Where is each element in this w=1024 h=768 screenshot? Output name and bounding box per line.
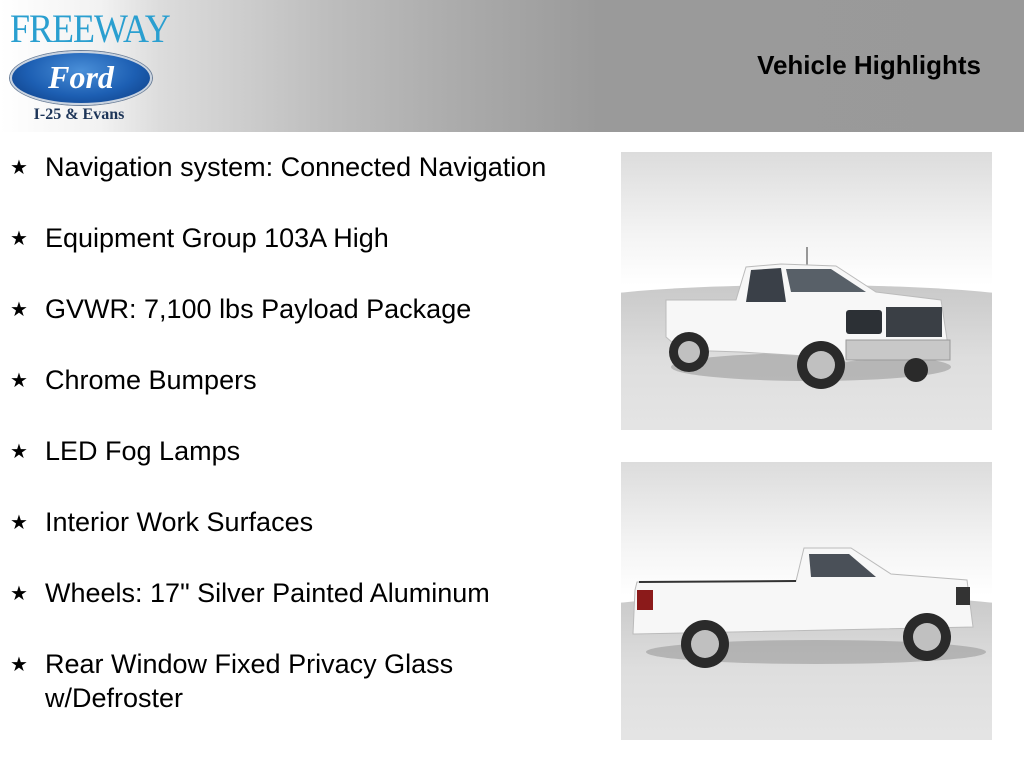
star-icon: ★ — [10, 439, 28, 463]
logo-location-text: I-25 & Evans — [33, 106, 125, 123]
truck-side-illustration — [621, 462, 992, 740]
star-icon: ★ — [10, 297, 28, 321]
star-icon: ★ — [10, 510, 28, 534]
feature-item — [10, 576, 570, 610]
feature-text: Chrome Bumpers — [45, 365, 257, 395]
feature-item — [10, 434, 570, 468]
star-icon: ★ — [10, 155, 28, 179]
feature-text: Rear Window Fixed Privacy Glass w/Defroster — [45, 649, 454, 713]
dealer-logo — [6, 4, 170, 128]
feature-text: LED Fog Lamps — [45, 436, 241, 466]
feature-item — [10, 647, 570, 715]
feature-text: Navigation system: Connected Navigation — [45, 152, 547, 182]
feature-text: Wheels: 17" Silver Painted Aluminum — [45, 578, 490, 608]
star-icon: ★ — [10, 581, 28, 605]
truck-front-illustration — [621, 152, 992, 430]
star-icon: ★ — [10, 226, 28, 250]
header — [0, 0, 1024, 132]
page-title: Vehicle Highlights — [757, 50, 981, 80]
feature-text: Interior Work Surfaces — [45, 507, 314, 537]
feature-list — [10, 150, 570, 752]
feature-item — [10, 221, 570, 255]
feature-text: GVWR: 7,100 lbs Payload Package — [45, 294, 472, 324]
feature-item — [10, 505, 570, 539]
star-icon: ★ — [10, 652, 28, 676]
vehicle-photo-front — [621, 152, 992, 430]
star-icon: ★ — [10, 368, 28, 392]
logo-freeway-text: FREEWAY — [10, 6, 170, 51]
ford-oval-logo — [10, 51, 152, 105]
feature-text: Equipment Group 103A High — [45, 223, 389, 253]
logo-ford-text: Ford — [48, 59, 114, 95]
vehicle-photo-side — [621, 462, 992, 740]
feature-item — [10, 292, 570, 326]
feature-item — [10, 363, 570, 397]
feature-item — [10, 150, 570, 184]
